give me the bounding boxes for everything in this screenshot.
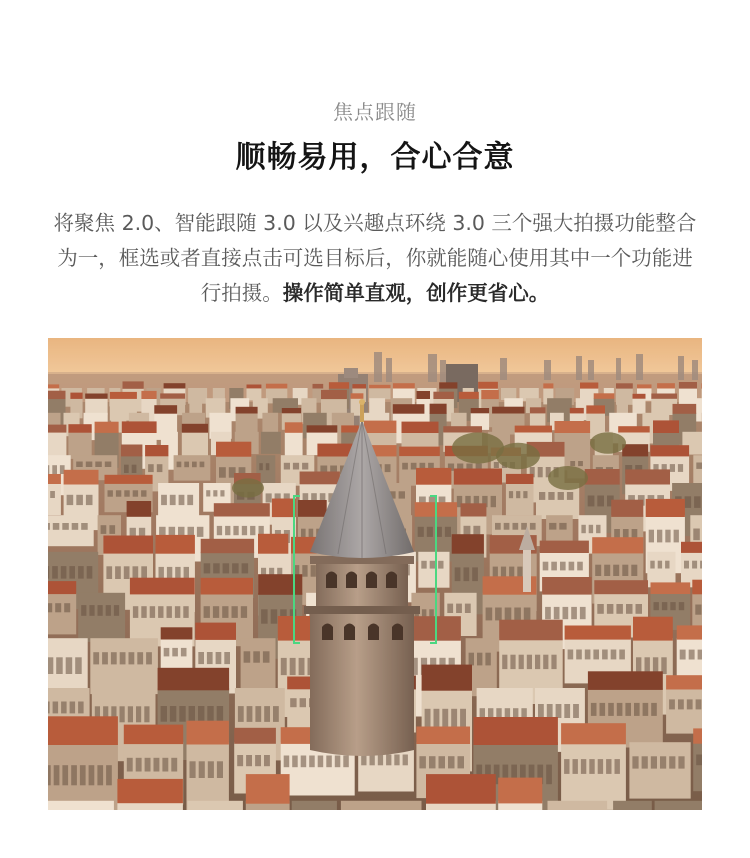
section-headline: 顺畅易用，合心合意 [235,140,515,175]
section-description [48,206,702,311]
sunset-glow [48,338,702,810]
description-emphasis-text: 操作简单直观，创作更省心。 [282,281,550,305]
aerial-city-tower-image [48,338,702,810]
description-regular-text: 将聚焦 2.0、智能跟随 3.0 以及兴趣点环绕 3.0 三个强大拍摄功能整合为一，框选或者直接点击可选目标后，你就能随心使用其中一个功能进行拍摄。 [53,211,697,305]
feature-photo [48,338,702,810]
section-eyebrow: 焦点跟随 [333,100,417,124]
